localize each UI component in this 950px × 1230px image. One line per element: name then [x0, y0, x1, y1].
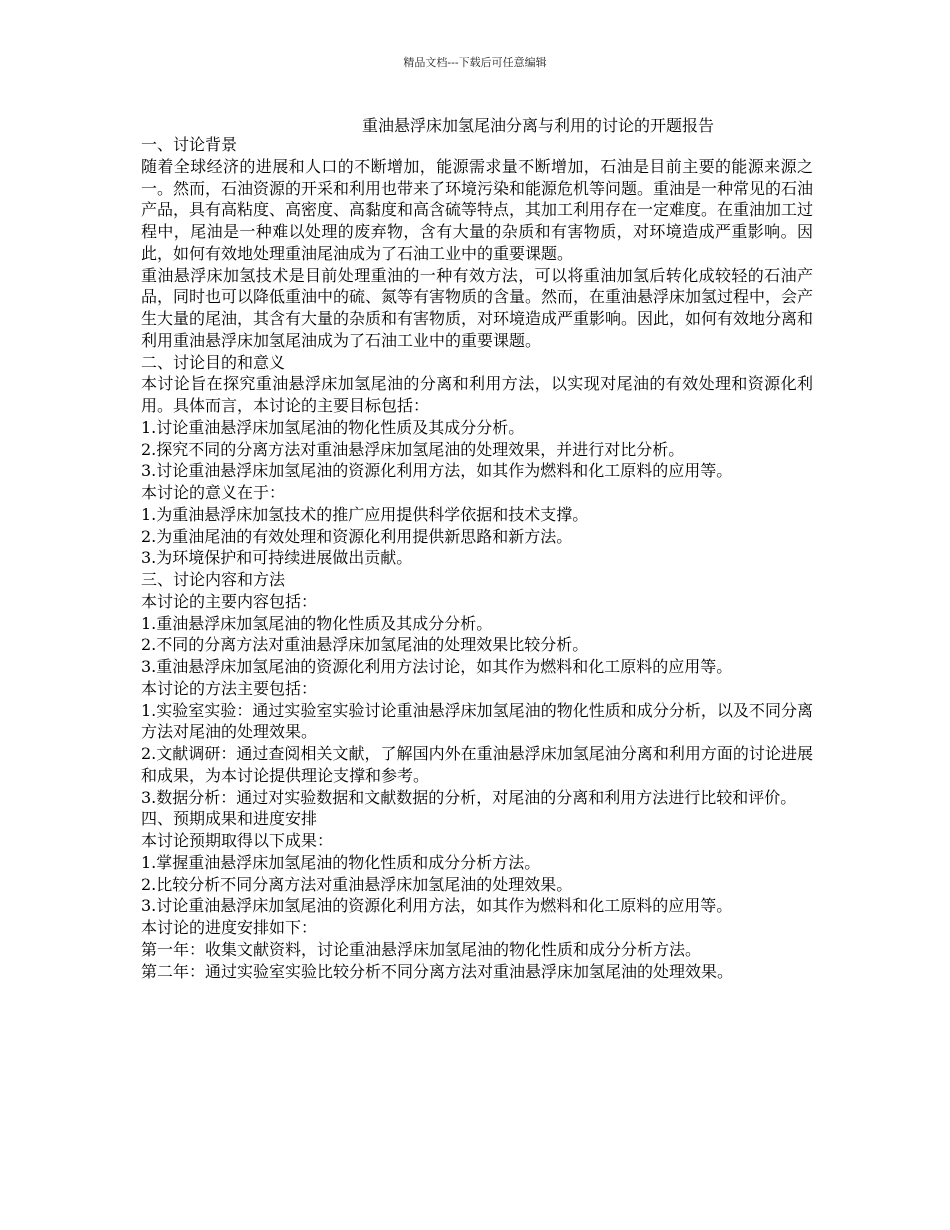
paragraph: 本讨论的主要内容包括： [141, 591, 318, 611]
list-item: 2.比较分析不同分离方法对重油悬浮床加氢尾油的处理效果。 [141, 874, 573, 894]
list-item: 1.实验室实验：通过实验室实验讨论重油悬浮床加氢尾油的物化性质和成分分析，以及不同分离方法对尾油的处理效果。 [141, 700, 813, 742]
section-heading-purpose: 二、讨论目的和意义 [141, 352, 286, 372]
paragraph: 本讨论的方法主要包括： [141, 678, 318, 698]
paragraph: 本讨论旨在探究重油悬浮床加氢尾油的分离和利用方法，以实现对尾油的有效处理和资源化利用。具体而言，本讨论的主要目标包括： [141, 374, 813, 415]
list-item: 3.讨论重油悬浮床加氢尾油的资源化利用方法，如其作为燃料和化工原料的应用等。 [141, 896, 733, 916]
list-item: 3.为环境保护和可持续进展做出贡献。 [141, 548, 413, 568]
paragraph: 重油悬浮床加氢技术是目前处理重油的一种有效方法，可以将重油加氢后转化成较轻的石油产品，同时也可以降低重油中的硫、氮等有害物质的含量。然而，在重油悬浮床加氢过程中，会产生大量的尾油，其含有大量的杂质和有害物质，对环境造成严重影响。因此，如何有效地分离和利用重油悬浮床加氢尾油成为了石油工业中的重要课题。 [141, 265, 814, 350]
paragraph: 本讨论的进度安排如下： [141, 918, 318, 937]
list-item: 第一年：收集文献资料，讨论重油悬浮床加氢尾油的物化性质和成分分析方法。 [141, 939, 702, 959]
list-item: 3.数据分析：通过对实验数据和文献数据的分析，对尾油的分离和利用方法进行比较和评价。 [141, 787, 797, 807]
list-item: 1.为重油悬浮床加氢技术的推广应用提供科学依据和技术支撑。 [141, 504, 589, 524]
list-item: 1.讨论重油悬浮床加氢尾油的物化性质及其成分分析。 [141, 417, 525, 437]
list-item: 第二年：通过实验室实验比较分析不同分离方法对重油悬浮床加氢尾油的处理效果。 [141, 961, 734, 981]
page-header: 精品文档---下载后可任意编辑 [403, 56, 547, 69]
document-body [141, 134, 813, 982]
list-item: 2.不同的分离方法对重油悬浮床加氢尾油的处理效果比较分析。 [141, 635, 589, 655]
list-item: 3.讨论重油悬浮床加氢尾油的资源化利用方法，如其作为燃料和化工原料的应用等。 [141, 461, 733, 481]
section-heading-content: 三、讨论内容和方法 [141, 570, 286, 589]
section-heading-background: 一、讨论背景 [141, 135, 238, 154]
section-heading-outcomes: 四、预期成果和进度安排 [141, 809, 318, 829]
paragraph: 本讨论预期取得以下成果： [141, 831, 334, 850]
list-item: 2.为重油尾油的有效处理和资源化利用提供新思路和新方法。 [141, 526, 573, 546]
document-title: 重油悬浮床加氢尾油分离与利用的讨论的开题报告 [362, 116, 715, 135]
paragraph: 本讨论的意义在于： [141, 483, 286, 502]
list-item: 2.文献调研：通过查阅相关文献，了解国内外在重油悬浮床加氢尾油分离和利用方面的讨论进展和成果，为本讨论提供理论支撑和参考。 [141, 744, 813, 785]
list-item: 1.重油悬浮床加氢尾油的物化性质及其成分分析。 [141, 613, 493, 633]
list-item: 2.探究不同的分离方法对重油悬浮床加氢尾油的处理效果，并进行对比分析。 [141, 439, 685, 459]
list-item: 3.重油悬浮床加氢尾油的资源化利用方法讨论，如其作为燃料和化工原料的应用等。 [141, 657, 733, 676]
paragraph: 随着全球经济的进展和人口的不断增加，能源需求量不断增加，石油是目前主要的能源来源之一。然而，石油资源的开采和利用也带来了环境污染和能源危机等问题。重油是一种常见的石油产品，具有高粘度、高密度、高黏度和高含硫等特点，其加工利用存在一定难度。在重油加工过程中，尾油是一种难以处理的废弃物，含有大量的杂质和有害物质，对环境造成严重影响。因此，如何有效地处理重油尾油成为了石油工业中的重要课题。 [141, 156, 814, 263]
list-item: 1.掌握重油悬浮床加氢尾油的物化性质和成分分析方法。 [141, 852, 541, 872]
